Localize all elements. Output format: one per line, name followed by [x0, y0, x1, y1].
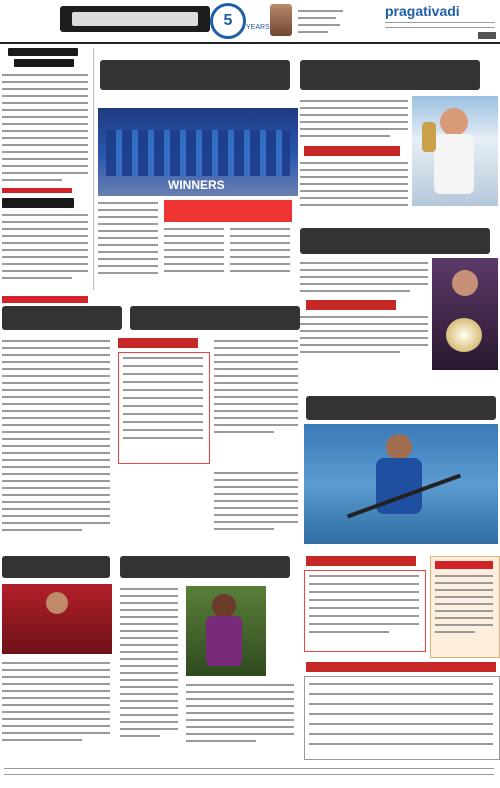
headline-hockey: [306, 396, 496, 420]
story-hockey-left: [214, 470, 300, 550]
lower-right-box: [304, 570, 426, 652]
cricket-photo: [186, 586, 266, 676]
brand-name: pragativadi: [385, 3, 460, 19]
top-headline: [100, 60, 290, 90]
story-lower-left: [2, 660, 112, 760]
scoreboard-box-title: [118, 338, 198, 348]
story-lower-centre-2: [186, 682, 296, 762]
masthead: [0, 0, 500, 44]
table-title: [306, 662, 496, 672]
mid-right-headline: [300, 228, 490, 254]
team-photo: [98, 108, 298, 196]
years-tag: YEARS: [246, 24, 270, 31]
story-columns-top: [98, 200, 294, 290]
left-column: [2, 48, 90, 290]
hockey-photo: [304, 424, 498, 544]
imprint-line: [4, 766, 496, 782]
football-photo: [2, 584, 112, 654]
trophy-photo: [432, 258, 498, 370]
headline-lower-centre: [120, 556, 290, 578]
lower-right-box-title: [306, 556, 416, 566]
headline-lower-left: [2, 556, 110, 578]
story-lower-centre: [120, 586, 180, 756]
page-number: [478, 32, 496, 39]
results-table: [304, 676, 500, 760]
left-headline-2: [2, 306, 122, 330]
logo-emblem-icon: 5: [210, 3, 246, 39]
centre-headline-2: [130, 306, 300, 330]
scoreboard-box: [118, 352, 210, 464]
tennis-photo: [412, 96, 498, 206]
left-story-2: [2, 338, 112, 548]
section-title-text: [72, 12, 198, 26]
centre-story-2: [214, 338, 300, 468]
side-box-right: [430, 556, 500, 658]
editor-photo: [270, 4, 292, 36]
right-story-2: [300, 260, 430, 380]
winners-label: WINNERS: [168, 178, 225, 192]
top-right-headline: [300, 60, 480, 90]
